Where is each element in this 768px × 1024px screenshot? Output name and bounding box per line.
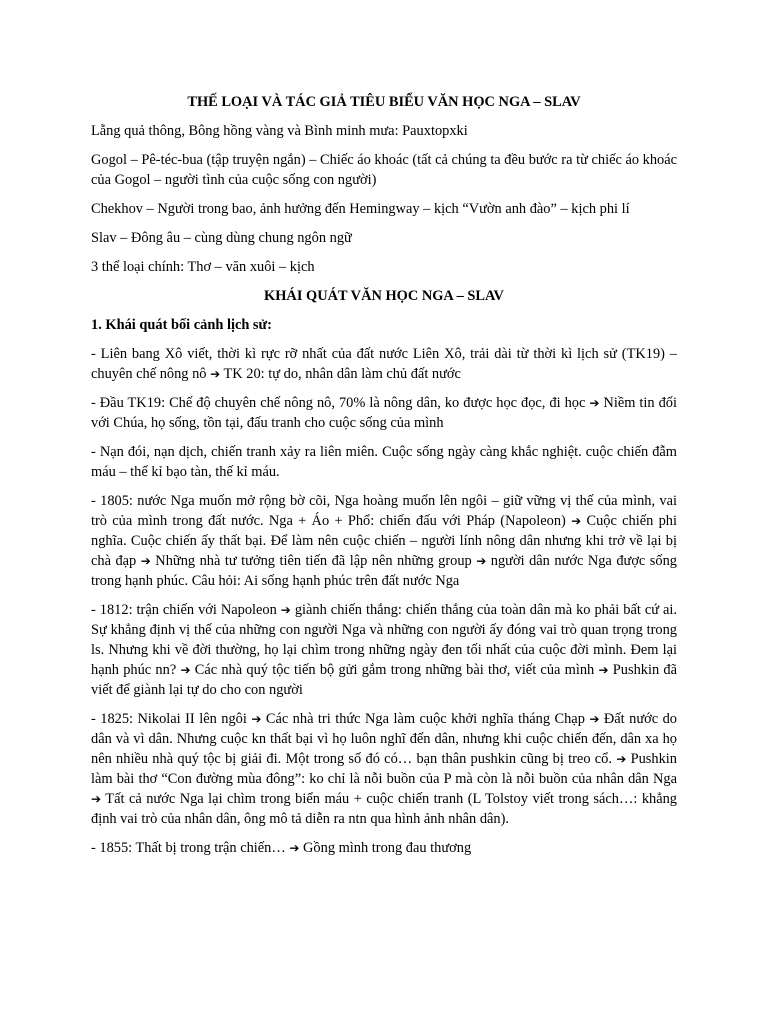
- arrow-right-icon: ➔: [589, 396, 600, 410]
- arrow-right-icon: ➔: [616, 752, 627, 766]
- paragraph-1812: [91, 600, 677, 700]
- arrow-right-icon: ➔: [571, 514, 582, 528]
- arrow-right-bold-icon: ➔: [91, 792, 102, 806]
- paragraph-text: Pushkin đã viết để giành lại tự do cho con người: [91, 662, 677, 698]
- section-title: KHÁI QUÁT VĂN HỌC NGA – SLAV: [264, 288, 504, 304]
- intro-line-pauxtopxki: Lẵng quả thông, Bông hồng vàng và Bình minh mưa: Pauxtopxki: [91, 123, 468, 139]
- paragraph-soviet: [91, 344, 677, 384]
- paragraph-tk19: [91, 393, 677, 433]
- paragraph-1855: [91, 838, 677, 858]
- paragraph-text: giành chiến thắng: chiến thắng của toàn dân mà ko phải bất cứ ai. Sự khẳng định vị thế của những con người Nga và những con người ấy đóng vai trò quan trọng trong ls. Nhưng khi về đời thường, họ lại chìm trong những ngày đen tối nhất của cuộc đời mình. Đem lại hạnh phúc nn?: [91, 602, 677, 678]
- paragraph-1825: [91, 709, 677, 829]
- arrow-right-bold-icon: ➔: [598, 663, 609, 677]
- intro-line-genres: 3 thể loại chính: Thơ – văn xuôi – kịch: [91, 259, 315, 275]
- arrow-right-icon: ➔: [280, 603, 291, 617]
- paragraph-text: Tất cả nước Nga lại chìm trong biển máu + cuộc chiến tranh (L Tolstoy viết trong sách…: khẳng định vai trò của nhân dân, ông mô tả diễn ra ntn qua hình ảnh nhân dân).: [91, 791, 677, 827]
- document-page: [91, 92, 677, 867]
- paragraph-text: - 1805: nước Nga muốn mở rộng bờ cõi, Nga hoàng muốn lên ngôi – giữ vững vị thế của mình, vai trò của mình trong đất nước. Nga + Áo + Phổ: chiến đấu với Pháp (Napoleon): [91, 493, 677, 529]
- arrow-right-icon: ➔: [140, 554, 151, 568]
- paragraph-1805: [91, 491, 677, 591]
- paragraph-text: - Đầu TK19: Chế độ chuyên chế nông nô, 70% là nông dân, ko được học đọc, đi học: [91, 395, 590, 411]
- paragraph-text: - 1855: Thất bị trong trận chiến…: [91, 840, 290, 856]
- paragraph-text: Cuộc chiến phi nghĩa. Cuộc chiến ấy thất bại. Để làm nên cuộc chiến – người lính nông dân nhưng khi trở về lại bị chà đạp: [91, 513, 677, 569]
- paragraph-text: Gồng mình trong đau thương: [299, 840, 472, 856]
- paragraph-famine: - Nạn đói, nạn dịch, chiến tranh xảy ra liên miên. Cuộc sống ngày càng khắc nghiệt. cuộc chiến đẫm máu – thế kỉ bạo tàn, thế kỉ máu.: [91, 444, 677, 480]
- section-heading-history: 1. Khái quát bối cảnh lịch sử:: [91, 317, 272, 333]
- paragraph-text: Các nhà tri thức Nga làm cuộc khởi nghĩa tháng Chạp: [261, 711, 590, 727]
- paragraph-text: - 1812: trận chiến với Napoleon: [91, 602, 281, 618]
- paragraph-text: TK 20: tự do, nhân dân làm chủ đất nước: [220, 366, 461, 382]
- intro-line-slav: Slav – Đông âu – cùng dùng chung ngôn ngữ: [91, 230, 352, 246]
- intro-line-gogol: Gogol – Pê-téc-bua (tập truyện ngắn) – Chiếc áo khoác (tất cả chúng ta đều bước ra từ chiếc áo khoác của Gogol – người tình của cuộc sống con người): [91, 152, 677, 188]
- paragraph-text: Đất nước do dân và vì dân. Nhưng cuộc kn thất bại vì họ luôn nghĩ đến dân, nhưng khi cuộc chiến đến, dân xa họ nên nhiều nhà quý tộc bị giải đi. Một trong số đó có… bạn thân pushkin cũng bị treo cổ.: [91, 711, 677, 767]
- arrow-right-icon: ➔: [251, 712, 262, 726]
- paragraph-text: Pushkin làm bài thơ “Con đường mùa đông”: ko chỉ là nỗi buồn của P mà còn là nỗi buồn của nhân dân Nga: [91, 751, 677, 787]
- intro-line-chekhov: Chekhov – Người trong bao, ảnh hưởng đến Hemingway – kịch “Vườn anh đào” – kịch phi lí: [91, 201, 630, 217]
- paragraph-text: Niềm tin đối với Chúa, họ sống, tồn tại, đấu tranh cho cuộc sống của mình: [91, 395, 677, 431]
- arrow-right-icon: ➔: [589, 712, 600, 726]
- paragraph-text: - Liên bang Xô viết, thời kì rực rỡ nhất của đất nước Liên Xô, trải dài từ thời kì lịch sử (TK19) – chuyên chế nông nô: [91, 346, 677, 382]
- paragraph-text: Những nhà tư tưởng tiên tiến đã lập nên những group: [150, 553, 477, 569]
- arrow-right-icon: ➔: [180, 663, 191, 677]
- paragraph-text: Các nhà quý tộc tiến bộ gửi gắm trong những bài thơ, viết của mình: [190, 662, 599, 678]
- document-title: THẾ LOẠI VÀ TÁC GIẢ TIÊU BIỂU VĂN HỌC NGA – SLAV: [187, 94, 581, 110]
- paragraph-text: người dân nước Nga được sống trong hạnh phúc. Câu hỏi: Ai sống hạnh phúc trên đất nước Nga: [91, 553, 677, 589]
- arrow-right-icon: ➔: [210, 367, 221, 381]
- arrow-right-icon: ➔: [476, 554, 487, 568]
- arrow-right-icon: ➔: [289, 841, 300, 855]
- paragraph-text: - 1825: Nikolai II lên ngôi: [91, 711, 252, 727]
